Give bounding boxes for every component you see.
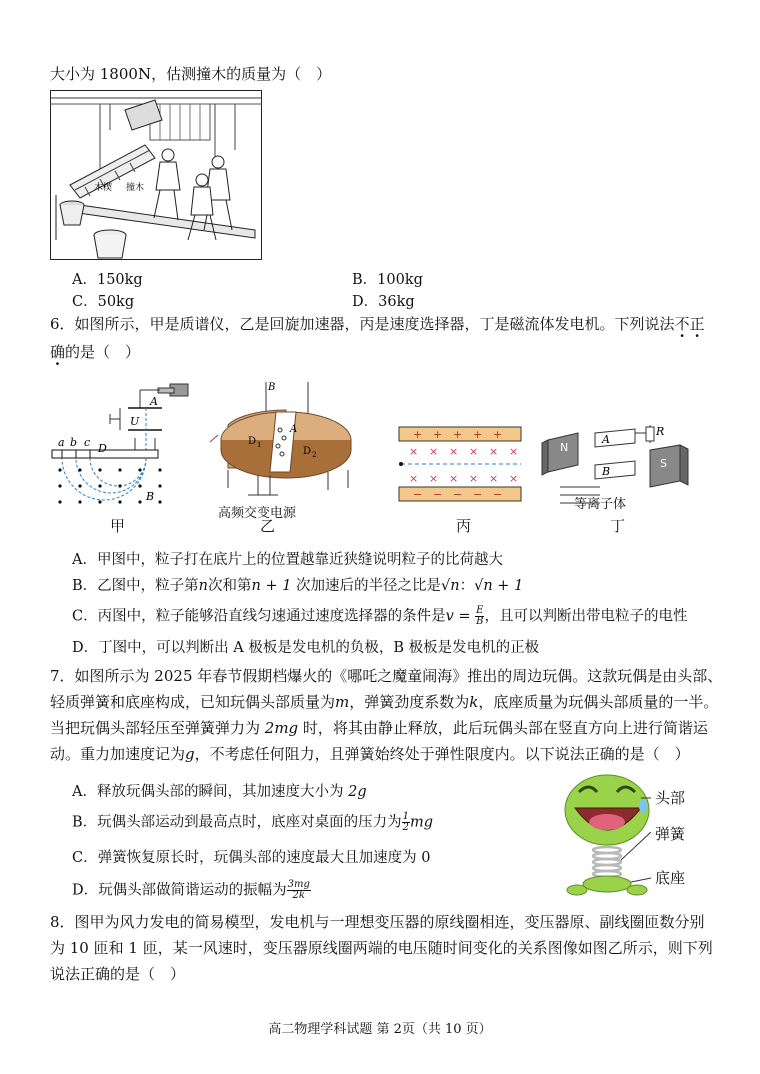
svg-text:U: U: [130, 415, 140, 428]
svg-text:×: ×: [429, 445, 439, 458]
ram-illustration: [50, 90, 262, 260]
q7-stem-line4: 动。重力加速度记为g，不考虑任何阻力，且弹簧始终处于弹性限度内。以下说法正确的是（ ）: [50, 745, 690, 763]
svg-text:D: D: [248, 436, 257, 447]
q5-option-a: A．150kg: [72, 272, 143, 288]
svg-text:×: ×: [509, 445, 519, 458]
label-spring: 弹簧: [655, 825, 686, 843]
svg-text:c: c: [84, 436, 91, 449]
mass-spectrometer-diagram: [50, 378, 200, 518]
q5-stem-tail: 大小为 1800N，估测撞木的质量为（ ）: [50, 65, 332, 83]
svg-text:D: D: [98, 442, 107, 455]
svg-text:−: −: [493, 488, 503, 501]
page-footer: 高二物理学科试题 第 2页（共 10 页）: [268, 1022, 492, 1037]
q6-stem-line1: 6．如图所示，甲是质谱仪，乙是回旋加速器，丙是速度选择器，丁是磁流体发电机。下列说法不正: [50, 315, 705, 333]
svg-text:+: +: [433, 428, 443, 441]
svg-text:N: N: [560, 441, 569, 454]
svg-text:×: ×: [409, 472, 419, 485]
svg-text:×: ×: [509, 472, 519, 485]
svg-text:1: 1: [257, 441, 262, 449]
svg-text:+: +: [473, 428, 483, 441]
caption-yi: 乙: [260, 517, 276, 535]
q7-option-d: D．玩偶头部做简谐运动的振幅为 $\frac{3mg}{2k}$: [72, 879, 310, 901]
q6-option-b: B．乙图中，粒子第n次和第n + 1 次加速后的半径之比是√n：√n + 1: [72, 578, 524, 594]
svg-text:+: +: [453, 428, 463, 441]
label-zhuangmu: 撞木: [126, 183, 145, 193]
plasma-label: 等离子体: [574, 497, 627, 512]
svg-text:+: +: [413, 428, 423, 441]
svg-text:B: B: [146, 490, 155, 503]
svg-text:−: −: [453, 488, 463, 501]
svg-text:b: b: [70, 436, 78, 449]
svg-text:×: ×: [449, 472, 459, 485]
q6-option-a: A．甲图中，粒子打在底片上的位置越靠近狭缝说明粒子的比荷越大: [72, 552, 503, 568]
q7-option-b: B．玩偶头部运动到最高点时，底座对桌面的压力为 $\frac{1}{2}$ mg: [72, 811, 434, 833]
svg-text:×: ×: [469, 445, 479, 458]
q8-stem-line3: 说法正确的是（ ）: [50, 965, 186, 983]
q5-option-c: C．50kg: [72, 294, 135, 310]
caption-bing: 丙: [456, 517, 472, 535]
q7-stem-line2: 轻质弹簧和底座构成，已知玩偶头部质量为m，弹簧劲度系数为k，底座质量为玩偶头部质量的一半。: [50, 693, 719, 711]
label-base: 底座: [655, 869, 686, 887]
q6-stem-line2: 确的是（ ）: [50, 343, 141, 361]
q8-stem-line2: 为 10 匝和 1 匝，某一风速时，变压器原线圈两端的电压随时间变化的关系图像如图乙所示，则下列: [50, 939, 713, 957]
q6-option-c: C．丙图中，粒子能够沿直线匀速通过速度选择器的条件是v = $\frac{E}{B}$ ，且可以判断出带电粒子的电性: [72, 605, 688, 627]
q7-stem-line1: 7．如图所示为 2025 年春节假期档爆火的《哪吒之魔童闹海》推出的周边玩偶。这款玩偶是由头部、: [50, 667, 723, 685]
svg-text:S: S: [660, 457, 667, 470]
svg-text:×: ×: [449, 445, 459, 458]
bobblehead-toy-figure: [555, 770, 730, 900]
q7-option-c: C．弹簧恢复原长时，玩偶头部的速度最大且加速度为 0: [72, 850, 431, 866]
svg-text:×: ×: [469, 472, 479, 485]
svg-text:A: A: [150, 395, 158, 408]
svg-text:A: A: [290, 424, 298, 435]
q7-stem-line3: 当把玩偶头部轻压至弹簧弹力为 2mg 时，将其由静止释放，此后玩偶头部在竖直方向上进行简谐运: [50, 719, 708, 737]
svg-text:2: 2: [312, 451, 317, 459]
power-supply-label: 高频交变电源: [218, 506, 297, 521]
caption-ding: 丁: [610, 517, 626, 535]
q5-option-b: B．100kg: [352, 272, 423, 288]
cyclotron-diagram: [208, 380, 368, 520]
svg-text:a: a: [58, 436, 65, 449]
svg-text:B: B: [602, 465, 611, 478]
q6-option-d: D．丁图中，可以判断出 A 极板是发电机的负极，B 极板是发电机的正极: [72, 640, 540, 656]
q7-option-a: A．释放玩偶头部的瞬间，其加速度大小为 2g: [72, 784, 367, 800]
svg-text:−: −: [473, 488, 483, 501]
velocity-selector-diagram: [395, 425, 525, 505]
svg-text:×: ×: [489, 472, 499, 485]
svg-text:D: D: [303, 446, 312, 457]
svg-text:+: +: [493, 428, 503, 441]
q8-stem-line1: 8．图甲为风力发电的简易模型，发电机与一理想变压器的原线圈相连，变压器原、副线圈匝数分别: [50, 913, 705, 931]
caption-jia: 甲: [110, 517, 126, 535]
label-head: 头部: [655, 789, 686, 807]
svg-text:−: −: [413, 488, 423, 501]
svg-text:×: ×: [489, 445, 499, 458]
label-muxie: 木楔: [94, 183, 113, 193]
svg-text:×: ×: [409, 445, 419, 458]
svg-text:−: −: [433, 488, 443, 501]
q5-option-d: D．36kg: [352, 294, 415, 310]
svg-text:×: ×: [429, 472, 439, 485]
svg-text:B: B: [268, 382, 276, 393]
svg-text:R: R: [656, 425, 665, 438]
svg-text:A: A: [602, 433, 610, 446]
